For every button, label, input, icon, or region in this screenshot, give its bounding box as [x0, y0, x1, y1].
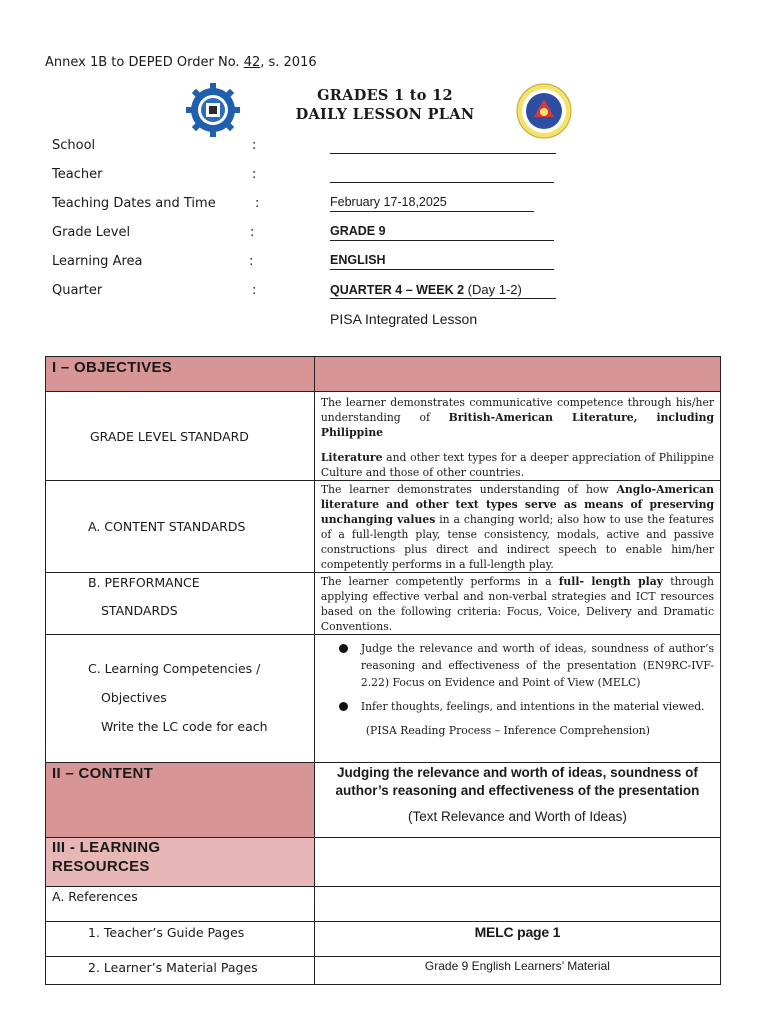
pisa-label: PISA Integrated Lesson — [330, 311, 478, 327]
content-standards-row — [46, 481, 721, 573]
teacher-label: Teacher — [52, 167, 103, 182]
school-label: School — [52, 138, 96, 153]
learning-resources-blank — [314, 838, 720, 887]
competency-item-2: Infer thoughts, feelings, and intentions in the material viewed. — [315, 691, 720, 714]
grade-level-field[interactable]: GRADE 9 — [330, 224, 554, 241]
grade-level-standard-label: GRADE LEVEL STANDARD — [46, 392, 315, 481]
teachers-guide-row — [46, 922, 721, 957]
learning-resources-row — [46, 838, 721, 887]
grade-level-standard-row — [46, 392, 721, 481]
objectives-heading-blank — [314, 357, 720, 392]
title-grades: GRADES 1 to 12 — [317, 87, 453, 104]
colon: : — [249, 254, 254, 269]
school-field[interactable] — [330, 137, 556, 154]
colon: : — [252, 167, 257, 182]
content-main-text: Judging the relevance and worth of ideas, soundness of author’s reasoning and effectiveness of the presentation — [335, 765, 700, 798]
teacher-field[interactable] — [330, 166, 554, 183]
annex-reference: Annex 1B to DEPED Order No. 42, s. 2016 — [45, 55, 317, 70]
bullet-icon — [339, 644, 348, 653]
school-gear-logo-icon — [186, 83, 240, 137]
teachers-guide-label: 1. Teacher’s Guide Pages — [46, 922, 315, 957]
learning-competencies-label: C. Learning Competencies / Objectives Write the LC code for each — [46, 635, 315, 763]
learners-material-row — [46, 957, 721, 985]
learning-area-label: Learning Area — [52, 254, 143, 269]
colon: : — [255, 196, 260, 211]
content-standards-text: The learner demonstrates understanding of how Anglo-American literature and other text types serve as means of preserving unchanging values in a changing world; also how to use the features of a full-length play, tense consistency, modals, active and passive constructions plus direct and indirect speech to enable him/her competently performs in a full-length play. — [320, 483, 714, 571]
content-heading: II – CONTENT — [46, 763, 315, 838]
quarter-field[interactable]: QUARTER 4 – WEEK 2 (Day 1-2) — [330, 282, 556, 299]
performance-standards-label: B. PERFORMANCE STANDARDS — [46, 573, 315, 635]
dates-label: Teaching Dates and Time — [52, 196, 216, 211]
content-row — [46, 763, 721, 838]
colon: : — [252, 283, 257, 298]
references-label: A. References — [46, 887, 315, 922]
performance-standards-text: The learner competently performs in a full- length play through applying effective verbal and non-verbal strategies and ICT resources based on the following criteria: Focus, Voice, Delivery and Dramatic Conventions. — [320, 575, 714, 633]
order-number: 42 — [243, 55, 261, 70]
lesson-plan-table — [45, 356, 721, 985]
references-row — [46, 887, 721, 922]
learning-area-field[interactable]: ENGLISH — [330, 253, 554, 270]
content-standards-label: A. CONTENT STANDARDS — [46, 481, 315, 573]
competency-item-1: Judge the relevance and worth of ideas, soundness of author’s reasoning and effectiveness of the presentation (EN9RC-IVF-2.22) Focus on Evidence and Point of View (MELC) — [315, 635, 720, 691]
teachers-guide-value[interactable]: MELC page 1 — [314, 922, 720, 957]
learners-material-label: 2. Learner’s Material Pages — [46, 957, 315, 985]
learning-resources-heading: III - LEARNING RESOURCES — [46, 838, 315, 887]
dates-field[interactable]: February 17-18,2025 — [330, 195, 534, 212]
deped-seal-icon — [516, 83, 572, 139]
references-value[interactable] — [314, 887, 720, 922]
performance-standards-row — [46, 573, 721, 635]
title-daily-lesson-plan: DAILY LESSON PLAN — [295, 106, 475, 123]
grade-level-label: Grade Level — [52, 225, 131, 240]
objectives-header-row — [46, 357, 721, 392]
objectives-heading: I – OBJECTIVES — [46, 357, 315, 392]
grade-level-standard-text: The learner demonstrates communicative competence through his/her understanding of British-American Literature, including Philippine Literature and other text types for a deeper appreciation of Philippine Culture and those of other countries. — [320, 396, 714, 479]
learners-material-value[interactable]: Grade 9 English Learners’ Material — [314, 957, 720, 985]
pisa-note: (PISA Reading Process – Inference Comprehension) — [365, 724, 650, 737]
quarter-label: Quarter — [52, 283, 103, 298]
content-sub-text: (Text Relevance and Worth of Ideas) — [407, 809, 627, 824]
colon: : — [252, 138, 257, 153]
colon: : — [250, 225, 255, 240]
bullet-icon — [339, 702, 348, 711]
learning-competencies-row — [46, 635, 721, 763]
